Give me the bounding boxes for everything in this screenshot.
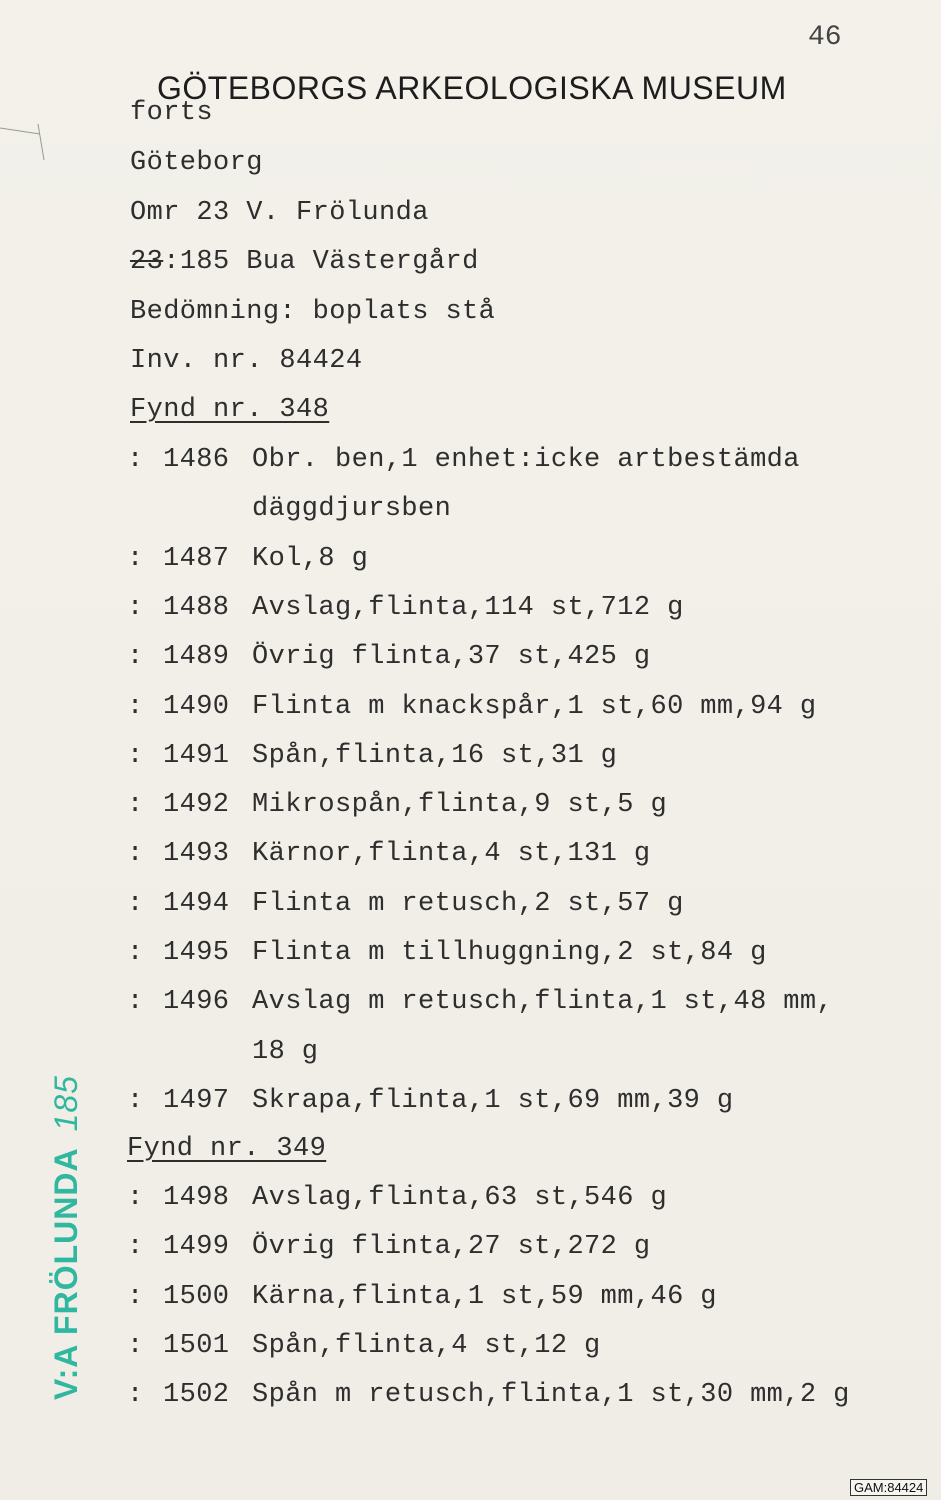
entry-description: Avslag m retusch,flinta,1 st,48 mm, [252,987,834,1018]
entry-colon: : [127,1380,144,1411]
entry-number: 1490 [163,691,230,722]
entry-continuation: 18 g [252,1036,319,1067]
entry-number: 1493 [163,839,230,870]
inventory-line: Inv. nr. 84424 [130,346,363,376]
site-line [130,247,479,277]
entry-number: 1488 [163,592,230,623]
entry-number: 1486 [163,445,230,475]
area-line: Omr 23 V. Frölunda [130,198,429,228]
entry-colon: : [127,1330,144,1361]
entry-colon: : [127,790,144,821]
museum-header: GÖTEBORGS ARKEOLOGISKA MUSEUM [157,70,787,106]
entry-description: Skrapa,flinta,1 st,69 mm,39 g [252,1085,734,1116]
scratch-mark [0,120,60,180]
entry-number: 1495 [163,938,230,968]
entry-description: Spån,flinta,4 st,12 g [252,1330,601,1361]
entry-description: Avslag,flinta,114 st,712 g [252,592,684,623]
margin-note [48,1075,85,1400]
entry-colon: : [127,938,144,968]
margin-note-handwritten: 185 [48,1075,84,1132]
entry-continuation: däggdjursben [252,494,452,525]
entry-number: 1499 [163,1232,230,1263]
site-text: :185 Bua Västergård [163,247,479,277]
entry-description: Kärnor,flinta,4 st,131 g [252,839,651,870]
entry-number: 1492 [163,790,230,821]
entry-number: 1487 [163,543,230,574]
entry-number: 1496 [163,987,230,1018]
entry-description: Övrig flinta,27 st,272 g [252,1232,651,1263]
entry-colon: : [127,691,144,722]
entry-description: Flinta m retusch,2 st,57 g [252,888,684,919]
entry-number: 1498 [163,1183,230,1213]
entry-number: 1489 [163,642,230,673]
entry-description: Övrig flinta,37 st,425 g [252,642,651,673]
entry-number: 1502 [163,1380,230,1411]
city-line: Göteborg [130,148,263,178]
entry-description: Avslag,flinta,63 st,546 g [252,1183,668,1213]
entry-description: Flinta m knackspår,1 st,60 mm,94 g [252,691,817,722]
find-348-title: Fynd nr. 348 [130,395,330,425]
entry-description: Flinta m tillhuggning,2 st,84 g [252,938,767,968]
struck-site-number: 23 [130,247,164,277]
entry-number: 1491 [163,740,230,771]
page-number: 46 [808,22,842,53]
margin-note-text: V:A FRÖLUNDA [48,1147,84,1400]
entry-colon: : [127,1281,144,1312]
entry-colon: : [127,740,144,771]
entry-description: Kol,8 g [252,543,369,574]
entry-colon: : [127,987,144,1018]
entry-number: 1500 [163,1281,230,1312]
archive-stamp: GAM:84424 [850,1479,927,1496]
entry-colon: : [127,888,144,919]
find-349-title: Fynd nr. 349 [127,1134,327,1164]
forts-line: forts [130,98,214,128]
entry-colon: : [127,1232,144,1263]
entry-number: 1497 [163,1085,230,1116]
entry-description: Obr. ben,1 enhet:icke artbestämda [252,445,800,475]
entry-colon: : [127,839,144,870]
entry-description: Mikrospån,flinta,9 st,5 g [252,790,668,821]
entry-number: 1501 [163,1330,230,1361]
entry-description: Spån m retusch,flinta,1 st,30 mm,2 g [252,1380,850,1411]
entry-colon: : [127,592,144,623]
entry-description: Kärna,flinta,1 st,59 mm,46 g [252,1281,717,1312]
assessment-line: Bedömning: boplats stå [130,297,496,327]
entry-colon: : [127,1183,144,1213]
entry-colon: : [127,445,144,475]
entry-description: Spån,flinta,16 st,31 g [252,740,618,771]
entry-number: 1494 [163,888,230,919]
entry-colon: : [127,543,144,574]
entry-colon: : [127,1085,144,1116]
entry-colon: : [127,642,144,673]
